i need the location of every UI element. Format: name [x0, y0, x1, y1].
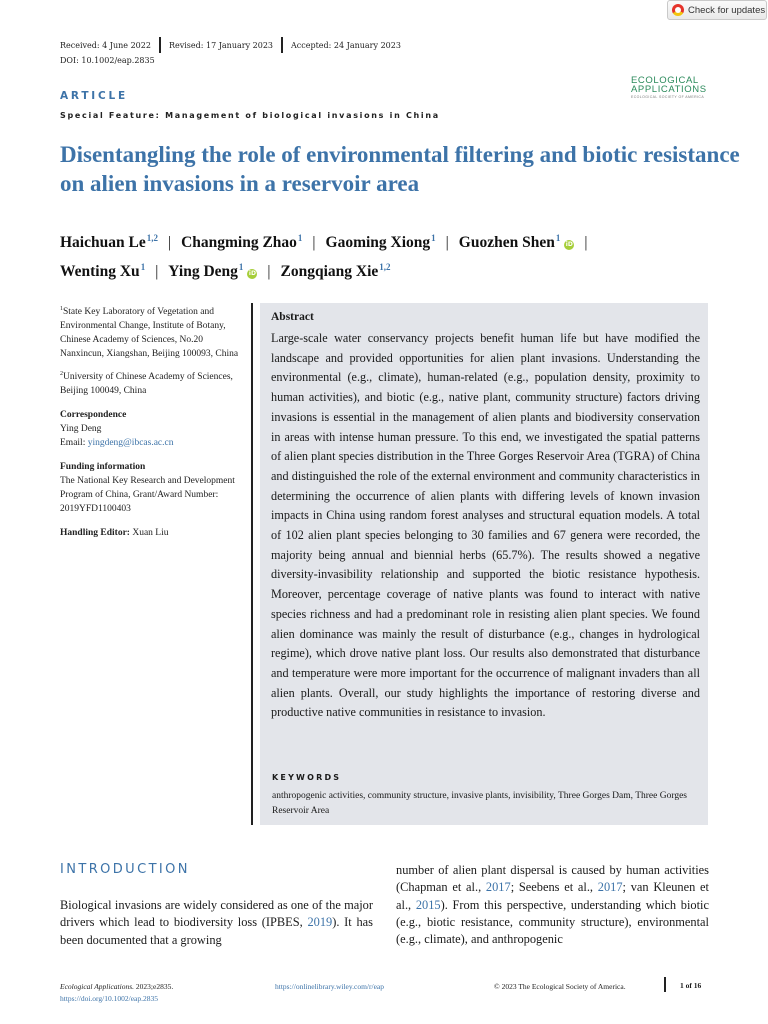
special-feature: Special Feature: Management of biological invasions in China — [60, 111, 440, 120]
handling-editor: Handling Editor: Xuan Liu — [60, 528, 169, 538]
footer-copyright: © 2023 The Ecological Society of America. — [494, 982, 626, 991]
footer-citation: Ecological Applications. 2023;e2835. https://doi.org/10.1002/eap.2835 — [60, 982, 174, 1003]
abstract-box — [260, 303, 708, 825]
affiliation-1: $^1$State Key Laboratory of Vegetation and Environmental Change, Institute of Botany, Chinese Academy of Sciences, No.20 Nanxincun, Xiangshan, Beijing 100093, China — [60, 306, 239, 359]
correspondence-name: Ying Deng — [60, 424, 102, 434]
sidebar-divider — [251, 303, 253, 825]
footer-divider — [664, 977, 666, 992]
history-divider — [281, 37, 283, 53]
doi: DOI: 10.1002/eap.2835 — [60, 56, 155, 65]
introduction-heading: INTRODUCTION — [60, 862, 190, 877]
check-for-updates-button[interactable] — [667, 0, 767, 20]
journal-logo-society: ECOLOGICAL SOCIETY OF AMERICA — [631, 95, 705, 99]
received-date: Received: 4 June 2022 — [60, 40, 151, 50]
journal-logo — [631, 76, 711, 99]
intro-column-1: Biological invasions are widely considered as one of the major drivers which lead to biodiversity loss (IPBES, 2019). It has been documented that a growing — [60, 898, 373, 947]
intro-column-2: number of alien plant dispersal is caused by human activities (Chapman et al., 2017; Seebens et al., 2017; van Kleunen et al., 2015). From this perspective, understanding which biotic (e.g., biotic resistance, community structure), environmental (e.g., climate), and anthropogenic — [396, 863, 710, 947]
citation-link[interactable]: 2019 — [307, 915, 333, 930]
orcid-icon[interactable]: iD — [248, 270, 256, 277]
journal-url-link[interactable]: https://onlinelibrary.wiley.com/r/eap — [275, 982, 384, 991]
history-divider — [159, 37, 161, 53]
accepted-date: Accepted: 24 January 2023 — [291, 40, 401, 50]
author[interactable]: Guozhen Shen$^1$iD — [458, 233, 573, 251]
citation-link[interactable]: 2015 — [415, 897, 441, 912]
author[interactable]: Zongqiang Xie$^{1,2}$ — [280, 262, 391, 280]
email-link[interactable]: yingdeng@ibcas.ac.cn — [87, 438, 174, 448]
footer-doi-link[interactable]: https://doi.org/10.1002/eap.2835 — [60, 994, 158, 1003]
journal-logo-line2: APPLICATIONS — [631, 84, 707, 95]
author-list: Haichuan Le$^{1,2}$ | Changming Zhao$^1$ | Gaoming Xiong$^1$ | Guozhen Shen$^1$iD | Wenting Xu$^1$ | Ying Deng$^1$iD | Zongqiang Xie$^{1,2}$ — [60, 233, 588, 280]
article-history — [60, 37, 401, 53]
author[interactable]: Ying Deng$^1$iD — [168, 262, 256, 280]
abstract-heading: Abstract — [271, 311, 314, 323]
footer-journal-url — [275, 981, 384, 993]
revised-date: Revised: 17 January 2023 — [168, 40, 273, 50]
page-number: 1 of 16 — [680, 981, 702, 990]
check-for-updates-label: Check for updates — [688, 4, 766, 16]
keywords-list: anthropogenic activities, community structure, invasive plants, invisibility, Three Gorges Dam, Three Gorges Reservoir Area — [272, 791, 688, 816]
affiliation-2: $^2$University of Chinese Academy of Sciences, Beijing 100049, China — [60, 371, 233, 396]
article-sidebar — [60, 302, 245, 540]
funding-text: The National Key Research and Development Program of China, Grant/Award Number: 2019YFD1100403 — [60, 476, 235, 514]
orcid-icon[interactable]: iD — [565, 241, 573, 248]
abstract-text: Large-scale water conservancy projects benefit human life but have modified the landscape and provided opportunities for alien plant invasions. Understanding the environmental (e.g., climate), human-related (e.g., population density, proximity to human activities), and biotic (e.g., native plant, community structure) factors driving invasions is essential in the management of alien plants and biodiversity conservation in areas with intense human pressure. To this end, we investigated the spatial patterns of alien plant species distribution in the Three Gorges Reservoir Area (TGRA) of China and distinguished the role of the external environment and community characteristics in determining the occurrence of alien plants with differing levels of known invasion impacts in China using random forest analyses and structural equation models. A total of 102 alien plant species belonging to 30 families and 67 genera were recorded, the majority being annual and biennial herbs (65.7%). The results showed a negative diversity-invasibility relationship and supported the biotic resistance hypothesis. Moreover, percentage coverage of native plants was found to interact with native species richness and had a predominant role in resisting alien plant species. We found alien dominance was mainly the result of disturbance (e.g., changes in hydrological regime), which drove native plant loss. Our results also demonstrated that disturbance and temperature were more important for the occurrence of malignant invaders than all alien plants. Overall, our study highlights the importance of restoring diverse and productive native communities in resistance to invasion. — [271, 331, 700, 720]
citation-link[interactable]: 2017 — [597, 880, 623, 895]
correspondence-heading: Correspondence — [60, 410, 127, 420]
author[interactable]: Haichuan Le$^{1,2}$ — [60, 233, 158, 251]
keywords-heading: KEYWORDS — [272, 773, 342, 782]
funding-heading: Funding information — [60, 462, 146, 472]
author[interactable]: Changming Zhao$^1$ — [181, 233, 303, 251]
correspondence-email: Email: yingdeng@ibcas.ac.cn — [60, 438, 174, 448]
citation-link[interactable]: 2017 — [485, 880, 511, 895]
paper-title: Disentangling the role of environmental filtering and biotic resistance on alien invasions in a reservoir area — [60, 142, 740, 196]
author[interactable]: Wenting Xu$^1$ — [60, 262, 146, 280]
article-type: ARTICLE — [60, 90, 128, 102]
crossmark-icon — [672, 4, 684, 16]
journal-logo-line1: ECOLOGICAL — [631, 75, 699, 86]
author[interactable]: Gaoming Xiong$^1$ — [325, 233, 436, 251]
